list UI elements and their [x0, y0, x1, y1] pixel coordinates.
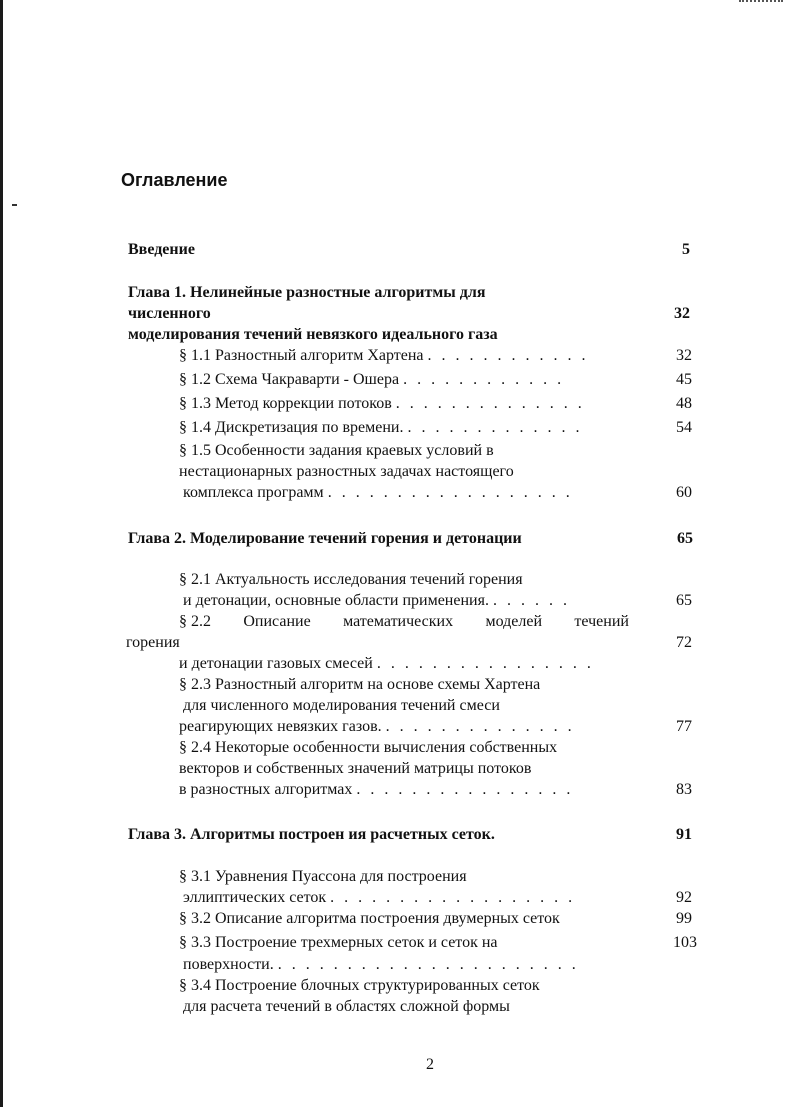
- toc-section-2-4-line3: [179, 781, 573, 799]
- toc-section-1-5-line1: § 1.5 Особенности задания краевых условий в: [179, 442, 494, 459]
- toc-intro-label: Введение: [128, 241, 195, 258]
- toc-section-1-3: [179, 395, 585, 413]
- toc-section-2-3-line3: [179, 718, 575, 736]
- toc-section-1-5-page: 60: [676, 484, 692, 501]
- toc-section-text: § 1.4 Дискретизация по времени.: [179, 419, 404, 436]
- toc-chapter1-title-line2: численного: [128, 305, 211, 322]
- toc-dot-leader: . . . . . . . . . . . . . . . . . .: [330, 889, 576, 906]
- toc-section-2-1-line2: [183, 592, 570, 610]
- toc-section-2-3-line1: § 2.3 Разностный алгоритм на основе схемы Хартена: [179, 676, 541, 693]
- toc-section-3-1-line2: [183, 889, 575, 907]
- toc-section-2-4-line2: векторов и собственных значений матрицы потоков: [179, 760, 532, 777]
- toc-section-3-2-page: 99: [676, 910, 692, 927]
- toc-section-2-2-line2: горения: [126, 634, 180, 651]
- toc-section-3-3-page: 103: [673, 934, 697, 951]
- toc-dot-leader: . . . . . . . . . . . . . .: [395, 395, 585, 412]
- toc-section-1-4: [179, 419, 582, 437]
- toc-section-3-3-line2: [183, 956, 579, 974]
- toc-section-1-2: [179, 371, 564, 389]
- toc-section-1-1: [179, 347, 589, 365]
- toc-section-text: и детонации газовых смесей: [179, 655, 373, 672]
- toc-section-3-2: § 3.2 Описание алгоритма построения двумерных сеток: [179, 910, 560, 927]
- toc-section-1-2-page: 45: [676, 371, 692, 388]
- toc-chapter1-title-line1: Глава 1. Нелинейные разностные алгоритмы для: [128, 284, 486, 301]
- toc-intro-page: 5: [682, 241, 690, 258]
- toc-chapter3-title: Глава 3. Алгоритмы построен ия расчетных сеток.: [128, 826, 495, 843]
- toc-section-text: поверхности.: [183, 956, 274, 973]
- toc-dot-leader: . . . . . . . . . . . . . . . .: [356, 781, 574, 798]
- toc-section-1-1-page: 32: [676, 347, 692, 364]
- toc-dot-leader: . . . . . . . . . . . . . . . . . .: [327, 484, 573, 501]
- toc-word: моделей: [485, 613, 543, 630]
- toc-chapter2-title: Глава 2. Моделирование течений горения и детонации: [128, 530, 522, 547]
- toc-dot-leader: . . . . . . . . . . . .: [403, 371, 565, 388]
- toc-section-text: комплекса программ: [183, 484, 324, 501]
- toc-section-2-2-line1: [179, 613, 629, 631]
- toc-chapter3-page: 91: [676, 826, 692, 843]
- toc-section-1-3-page: 48: [676, 395, 692, 412]
- toc-chapter2-page: 65: [677, 530, 693, 547]
- toc-chapter1-title-line3: моделирования течений невязкого идеального газа: [128, 326, 498, 343]
- toc-section-1-5-line2: нестационарных разностных задачах настоящего: [179, 463, 514, 480]
- toc-section-text: § 1.2 Схема Чакраварти - Ошера: [179, 371, 400, 388]
- toc-dot-leader: . . . . . . . . . . . .: [427, 347, 589, 364]
- toc-section-3-1-line1: § 3.1 Уравнения Пуассона для построения: [179, 868, 467, 885]
- toc-dot-leader: . . . . . .: [492, 592, 570, 609]
- toc-section-2-4-page: 83: [676, 781, 692, 798]
- toc-section-text: эллиптических сеток: [183, 889, 327, 906]
- page-number: 2: [426, 1056, 434, 1073]
- toc-chapter1-page: 32: [674, 305, 690, 322]
- toc-section-text: и детонации, основные области применения.: [183, 592, 489, 609]
- toc-section-2-3-page: 77: [676, 718, 692, 735]
- toc-dot-leader: . . . . . . . . . . . . . .: [385, 718, 575, 735]
- toc-section-2-1-line1: § 2.1 Актуальность исследования течений горения: [179, 571, 523, 588]
- toc-section-2-1-page: 65: [676, 592, 692, 609]
- scan-mark-top: [739, 0, 783, 4]
- toc-section-2-3-line2: для численного моделирования течений смеси: [183, 697, 500, 714]
- toc-section-text: § 1.3 Метод коррекции потоков: [179, 395, 392, 412]
- toc-section-1-4-page: 54: [676, 419, 692, 436]
- toc-section-3-1-page: 92: [676, 889, 692, 906]
- toc-section-1-5-line3: [183, 484, 573, 502]
- toc-section-3-4-line2: для расчета течений в областях сложной формы: [183, 998, 510, 1015]
- scan-edge: [0, 0, 3, 1107]
- toc-section-2-4-line1: § 2.4 Некоторые особенности вычисления собственных: [179, 739, 558, 756]
- toc-section-text: реагирующих невязких газов.: [179, 718, 382, 735]
- toc-word: течений: [574, 613, 629, 630]
- toc-section-text: в разностных алгоритмах: [179, 781, 353, 798]
- toc-dot-leader: . . . . . . . . . . . . . . . . . . . . . .: [277, 956, 579, 973]
- toc-dot-leader: . . . . . . . . . . . . .: [407, 419, 583, 436]
- toc-word: § 2.2: [179, 613, 211, 630]
- toc-section-text: § 1.1 Разностный алгоритм Хартена: [179, 347, 424, 364]
- toc-section-3-3-line1: § 3.3 Построение трехмерных сеток и сеток на: [179, 934, 498, 951]
- toc-section-2-2-line3: [179, 655, 594, 673]
- page-title: Оглавление: [121, 170, 228, 190]
- toc-section-3-4-line1: § 3.4 Построение блочных структурированных сеток: [179, 977, 540, 994]
- toc-dot-leader: . . . . . . . . . . . . . . . .: [376, 655, 594, 672]
- toc-word: математических: [343, 613, 454, 630]
- scan-mark: [12, 204, 17, 206]
- toc-section-2-2-page: 72: [676, 634, 692, 651]
- toc-word: Описание: [243, 613, 311, 630]
